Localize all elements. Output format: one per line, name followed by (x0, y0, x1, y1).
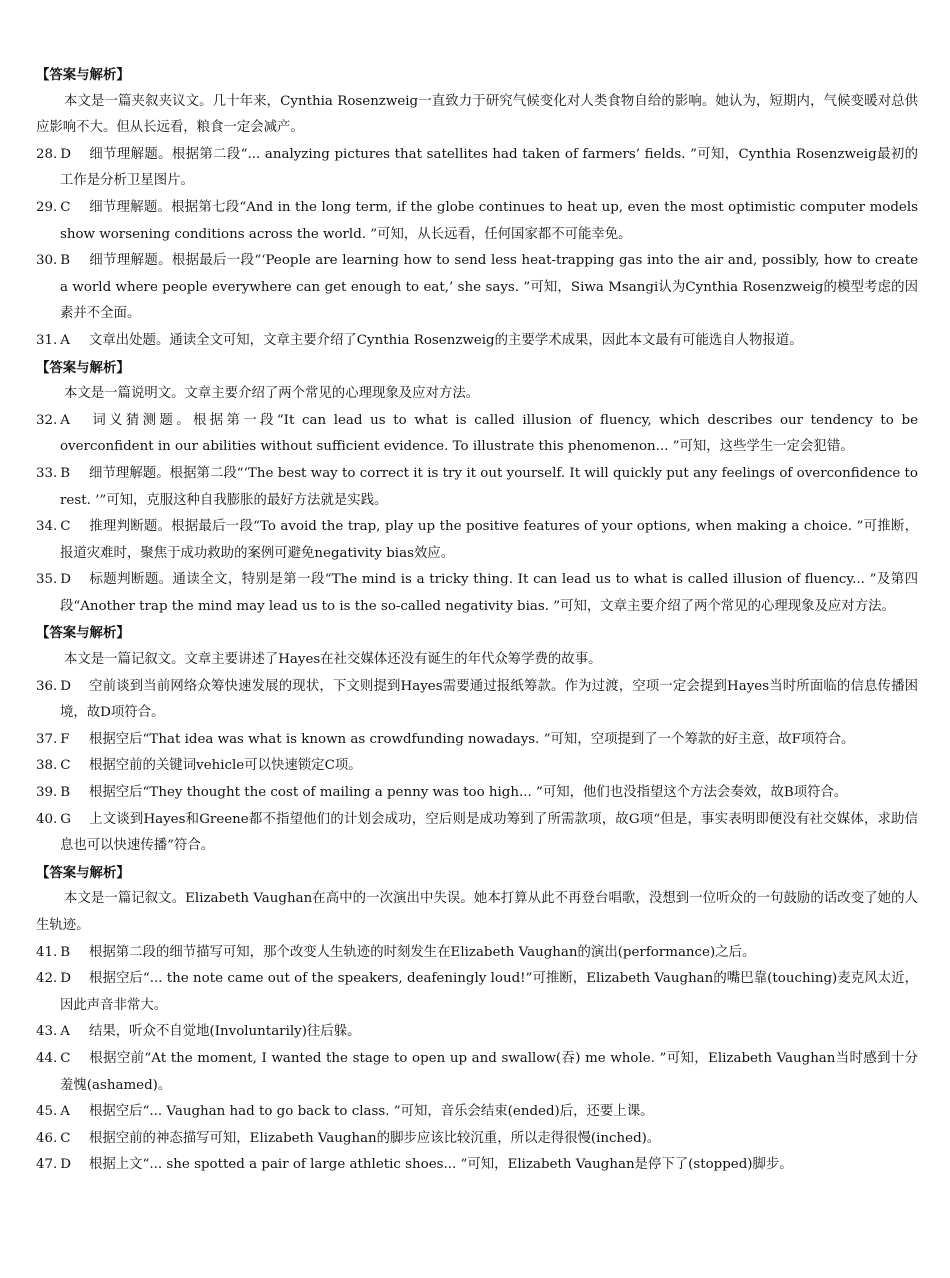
explanation-text: 结果，听众不自觉地(Involuntarily)往后躲。 (89, 1024, 361, 1040)
answer-letter: A (60, 332, 70, 348)
answer-letter: D (60, 1157, 72, 1173)
answer-letter: D (60, 572, 72, 588)
answer-letter: A (60, 412, 70, 428)
question-number: 41. (36, 944, 58, 960)
section-header: 【答案与解析】 (36, 359, 130, 376)
question-number: 40. (36, 811, 58, 827)
question-number: 28. (36, 146, 58, 162)
explanation-text: 空前谈到当前网络众筹快速发展的现状，下文则提到Hayes需要通过报纸筹款。作为过渡，空项一定会提到Hayes当时所面临的信息传播困境，故D项符合。 (60, 678, 918, 721)
answer-letter: D (60, 678, 72, 694)
answer-letter: A (60, 1024, 70, 1040)
explanation-text: 文章出处题。通读全文可知，文章主要介绍了Cynthia Rosenzweig的主要学术成果，因此本文最有可能选自人物报道。 (89, 332, 803, 348)
explanation-text: 根据第二段的细节描写可知，那个改变人生轨迹的时刻发生在Elizabeth Vaughan的演出(performance)之后。 (89, 944, 756, 960)
explanation-text: 根据空后“That idea was what is known as crowdfunding nowadays. ”可知，空项提到了一个筹款的好主意，故F项符合。 (89, 731, 855, 747)
answer-item (36, 461, 918, 514)
answer-item (36, 408, 918, 461)
explanation-text: 细节理解题。根据第二段“‘The best way to correct it is try it out yourself. It will quickly put any feelings of overconfidence to rest. ’”可知，克服这种自我膨胀的最好方法就是实践。 (60, 465, 918, 508)
answer-item (36, 753, 918, 780)
answer-letter: C (60, 1130, 71, 1146)
section-header: 【答案与解析】 (36, 864, 130, 881)
answer-letter: B (60, 785, 71, 801)
question-number: 43. (36, 1024, 58, 1040)
answer-item (36, 328, 918, 355)
question-number: 38. (36, 758, 58, 774)
section-1 (36, 62, 918, 355)
explanation-text: 细节理解题。根据第二段“... analyzing pictures that satellites had taken of farmers’ fields. ”可知，Cynthia Rosenzweig最初的工作是分析卫星图片。 (60, 146, 918, 189)
answer-letter: D (60, 971, 72, 987)
explanation-text: 根据空前的关键词vehicle可以快速锁定C项。 (89, 758, 362, 774)
answer-item (36, 1019, 918, 1046)
explanation-text: 根据空后“... the note came out of the speakers, deafeningly loud!”可推断，Elizabeth Vaughan的嘴巴靠(touching)麦克风太近，因此声音非常大。 (60, 971, 918, 1013)
answer-letter: C (60, 758, 71, 774)
answer-letter: A (60, 1104, 70, 1120)
explanation-text: 标题判断题。通读全文，特别是第一段“The mind is a tricky thing. It can lead us to what is called illusion of fluency... ”及第四段“Another trap the mind may lead us to is the so-called negativity bias. ”可知，文章主要介绍了两个常见的心理现象及应对方法。 (60, 572, 918, 614)
explanation-text: 细节理解题。根据最后一段“‘People are learning how to send less heat-trapping gas into the air and, possibly, how to create a world where people everywhere can get enough to eat,’ she says. ”可知，Siwa Msangi认为Cynthia Rosenzweig的模型考虑的因素并不全面。 (60, 253, 918, 322)
explanation-text: 根据空前的神态描写可知，Elizabeth Vaughan的脚步应该比较沉重，所以走得很慢(inched)。 (89, 1130, 661, 1146)
question-number: 37. (36, 731, 58, 747)
question-number: 35. (36, 572, 58, 588)
section-summary: 本文是一篇记叙文。Elizabeth Vaughan在高中的一次演出中失误。她本打算从此不再登台唱歌，没想到一位听众的一句鼓励的话改变了她的人生轨迹。 (36, 891, 918, 933)
answer-item (36, 142, 918, 195)
answer-letter: D (60, 146, 72, 162)
question-number: 47. (36, 1157, 58, 1173)
answer-item (36, 1099, 918, 1126)
section-summary: 本文是一篇夹叙夹议文。几十年来，Cynthia Rosenzweig一直致力于研究气候变化对人类食物自给的影响。她认为，短期内，气候变暖对总供应影响不大。但从长远看，粮食一定会减产。 (36, 93, 918, 136)
explanation-text: 根据空后“They thought the cost of mailing a penny was too high... ”可知，他们也没指望这个方法会奏效，故B项符合。 (89, 785, 848, 801)
question-number: 34. (36, 519, 58, 535)
answer-item (36, 966, 918, 1019)
question-number: 45. (36, 1104, 58, 1120)
answer-item (36, 195, 918, 248)
section-header: 【答案与解析】 (36, 67, 130, 83)
answer-item (36, 674, 918, 727)
question-number: 33. (36, 465, 58, 481)
answer-item (36, 1152, 918, 1179)
answer-letter: C (60, 199, 71, 215)
answer-letter: C (60, 1050, 71, 1066)
explanation-text: 根据上文“... she spotted a pair of large athletic shoes... ”可知，Elizabeth Vaughan是停下了(stopped)脚步。 (89, 1157, 793, 1173)
answer-letter: G (60, 811, 71, 827)
question-number: 29. (36, 199, 58, 215)
section-header: 【答案与解析】 (36, 625, 130, 642)
explanation-text: 推理判断题。根据最后一段“To avoid the trap, play up the positive features of your options, when making a choice. ”可推断，报道灾难时，聚焦于成功救助的案例可避免negativity bias效应。 (60, 519, 918, 561)
explanation-text: 词义猜测题。根据第一段“It can lead us to what is called illusion of fluency, which describes our tendency to be overconfident in our abilities without sufficient evidence. To illustrate this phenomenon... ”可知，这些学生一定会犯错。 (60, 412, 918, 455)
section-summary: 本文是一篇说明文。文章主要介绍了两个常见的心理现象及应对方法。 (64, 386, 480, 402)
answer-item (36, 940, 918, 967)
answer-letter: F (60, 731, 70, 747)
explanation-text: 根据空前“At the moment, I wanted the stage to open up and swallow(吞) me whole. ”可知，Elizabeth Vaughan当时感到十分羞愧(ashamed)。 (60, 1050, 918, 1093)
question-number: 36. (36, 678, 58, 694)
answer-item (36, 727, 918, 754)
answer-item (36, 514, 918, 567)
answer-item (36, 1126, 918, 1153)
answer-item (36, 248, 918, 328)
answer-item (36, 807, 918, 860)
answer-letter: B (60, 944, 71, 960)
question-number: 39. (36, 785, 58, 801)
answer-letter: C (60, 519, 71, 535)
section-3 (36, 620, 918, 859)
explanation-text: 根据空后“... Vaughan had to go back to class. ”可知，音乐会结束(ended)后，还要上课。 (89, 1104, 654, 1120)
question-number: 46. (36, 1130, 58, 1146)
answer-item (36, 780, 918, 807)
question-number: 31. (36, 332, 58, 348)
section-2 (36, 355, 918, 621)
section-summary: 本文是一篇记叙文。文章主要讲述了Hayes在社交媒体还没有诞生的年代众筹学费的故事。 (64, 652, 602, 668)
question-number: 42. (36, 971, 58, 987)
explanation-text: 上文谈到Hayes和Greene都不指望他们的计划会成功，空后则是成功筹到了所需款项，故G项“但是，事实表明即便没有社交媒体，求助信息也可以快速传播”符合。 (60, 811, 918, 854)
question-number: 30. (36, 253, 58, 269)
answer-item (36, 1046, 918, 1099)
question-number: 32. (36, 412, 58, 428)
explanation-text: 细节理解题。根据第七段“And in the long term, if the globe continues to heat up, even the most optimistic computer models show worsening conditions across the world. ”可知，从长远看，任何国家都不可能幸免。 (60, 199, 918, 242)
answer-letter: B (60, 253, 71, 269)
answer-item (36, 567, 918, 620)
question-number: 44. (36, 1050, 58, 1066)
answer-letter: B (60, 465, 71, 481)
section-4 (36, 860, 918, 1179)
